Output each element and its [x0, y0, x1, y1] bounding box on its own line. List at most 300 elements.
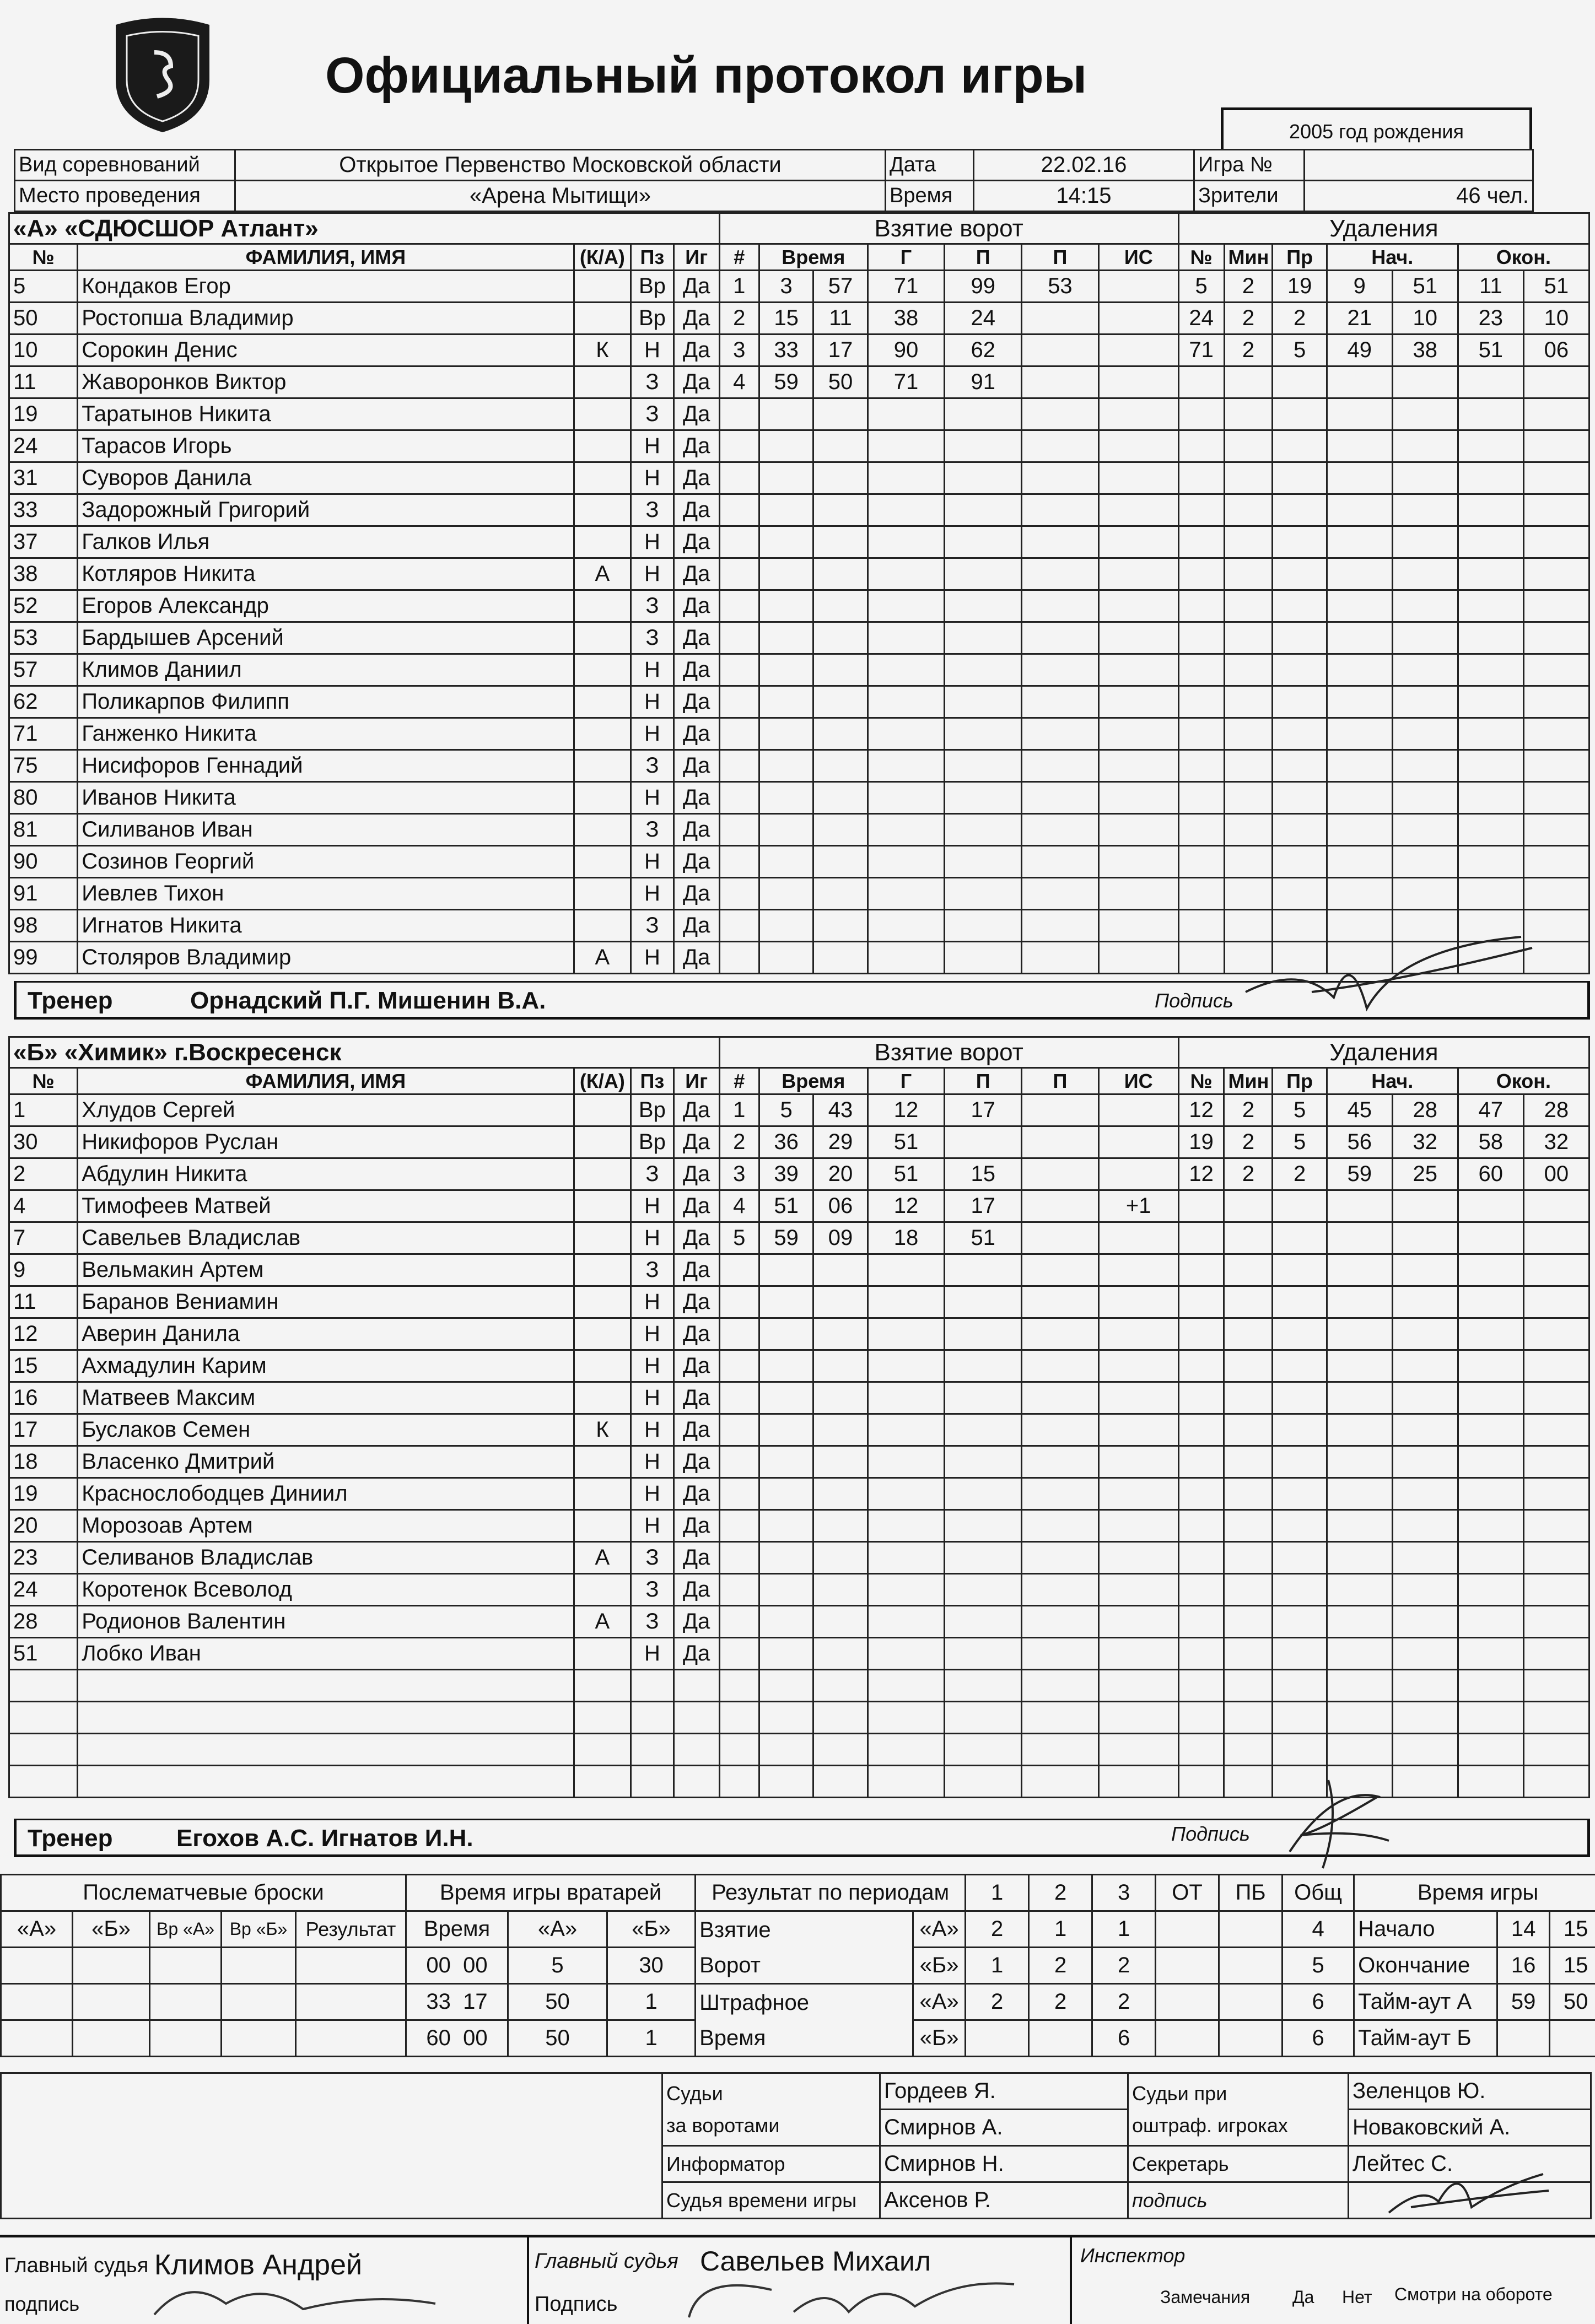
pen-start-min: [1327, 526, 1392, 558]
team-a-coach-label: Тренер: [28, 987, 113, 1014]
player-name: Баранов Вениамин: [78, 1286, 574, 1318]
goal-assist1: [945, 1286, 1022, 1318]
player-role: [574, 1318, 631, 1350]
goal-situation: [1098, 1222, 1178, 1254]
pen-end-min: [1458, 1542, 1523, 1574]
player-role: [574, 686, 631, 718]
pen-start-sec: 28: [1392, 1094, 1458, 1126]
player-name: Котляров Никита: [78, 558, 574, 590]
table-row: [9, 622, 1589, 654]
goal-assist1: [945, 590, 1022, 622]
team-b-name: «Б» «Химик» г.Воскресенск: [9, 1037, 720, 1068]
pen-player: [1178, 718, 1224, 750]
pen-minutes: [1224, 1766, 1273, 1798]
pen-player: 71: [1178, 335, 1224, 366]
date-label: Дата: [886, 150, 974, 181]
player-position: Н: [631, 462, 674, 494]
goal-minute: [759, 942, 813, 974]
goal-scorer: [867, 942, 945, 974]
goal-number: [719, 622, 759, 654]
pen-end-sec: [1523, 1638, 1589, 1670]
pen-a-label: «А»: [913, 1984, 966, 2020]
goal-second: [813, 1286, 867, 1318]
player-name: Тимофеев Матвей: [78, 1190, 574, 1222]
pen-player: [1178, 750, 1224, 782]
team-b-hdr-end: Окон.: [1458, 1068, 1589, 1094]
pen-start-sec: [1392, 878, 1458, 910]
player-plays: Да: [673, 686, 719, 718]
pen-start-sec: [1392, 1670, 1458, 1702]
pen-end-sec: [1523, 1254, 1589, 1286]
pen-minutes: [1224, 1350, 1273, 1382]
pen-b-p1: [966, 2020, 1029, 2057]
goal-second: 43: [813, 1094, 867, 1126]
pen-label-1: Штрафное: [699, 1990, 810, 2015]
pen-end-sec: [1523, 1478, 1589, 1510]
goal-scorer: [867, 718, 945, 750]
gk-time-title: Время игры вратарей: [406, 1875, 696, 1911]
goal-scorer: [867, 1414, 945, 1446]
player-role: [574, 1222, 631, 1254]
penalty-judge-1: Зеленцов Ю.: [1349, 2073, 1591, 2110]
pen-start-min: [1327, 814, 1392, 846]
goal-number: [719, 398, 759, 430]
player-position: Н: [631, 1318, 674, 1350]
goal-situation: [1098, 910, 1178, 942]
goal-second: [813, 1670, 867, 1702]
table-row: [9, 271, 1589, 303]
goal-situation: [1098, 335, 1178, 366]
goal-situation: [1098, 622, 1178, 654]
player-number: 23: [9, 1542, 78, 1574]
pen-minutes: [1224, 1286, 1273, 1318]
player-name: Лобко Иван: [78, 1638, 574, 1670]
pen-start-sec: [1392, 462, 1458, 494]
pen-reason: [1273, 1414, 1327, 1446]
timeout-a-minute: 59: [1497, 1984, 1550, 2020]
team-b-signature: [1268, 1764, 1411, 1874]
table-row: [9, 1190, 1589, 1222]
pen-end-sec: [1523, 462, 1589, 494]
pen-player: [1178, 398, 1224, 430]
pen-reason: [1273, 590, 1327, 622]
goal-scorer: [867, 846, 945, 878]
game-start-hour: 14: [1497, 1911, 1550, 1948]
goal-situation: [1098, 654, 1178, 686]
goal-number: [719, 1510, 759, 1542]
gk-row-3-sec: 00: [463, 2026, 488, 2050]
pen-minutes: 2: [1224, 303, 1273, 335]
goal-assist2: [1022, 430, 1099, 462]
pen-player: [1178, 1382, 1224, 1414]
team-a-hdr-name: ФАМИЛИЯ, ИМЯ: [78, 244, 574, 271]
goal-situation: [1098, 1478, 1178, 1510]
goal-number: [719, 1318, 759, 1350]
goal-assist2: [1022, 782, 1099, 814]
player-position: З: [631, 1574, 674, 1606]
pen-player: [1178, 1574, 1224, 1606]
goal-minute: [759, 1414, 813, 1446]
pen-end-sec: [1523, 1414, 1589, 1446]
pen-end-min: [1458, 462, 1523, 494]
pen-start-sec: [1392, 1542, 1458, 1574]
goal-assist2: [1022, 1254, 1099, 1286]
goal-minute: [759, 558, 813, 590]
pen-reason: 19: [1273, 271, 1327, 303]
pen-reason: 5: [1273, 1126, 1327, 1158]
pen-b-total: 6: [1283, 2020, 1354, 2057]
goal-second: [813, 942, 867, 974]
pen-start-sec: [1392, 622, 1458, 654]
table-row: [9, 1702, 1589, 1734]
goal-number: [719, 462, 759, 494]
pen-minutes: [1224, 782, 1273, 814]
team-a-signature: [1235, 915, 1543, 1014]
player-number: 7: [9, 1222, 78, 1254]
player-number: 75: [9, 750, 78, 782]
goal-second: 50: [813, 366, 867, 398]
goal-situation: [1098, 1702, 1178, 1734]
goal-situation: [1098, 430, 1178, 462]
player-number: 50: [9, 303, 78, 335]
goal-assist2: [1022, 1446, 1099, 1478]
goal-number: [719, 814, 759, 846]
pen-end-sec: [1523, 750, 1589, 782]
table-row: [9, 494, 1589, 526]
goal-assist2: [1022, 1094, 1099, 1126]
remarks-no: Нет: [1342, 2287, 1372, 2307]
period-3-header: 3: [1092, 1875, 1156, 1911]
pen-minutes: [1224, 494, 1273, 526]
pen-start-sec: [1392, 814, 1458, 846]
goal-number: 1: [719, 271, 759, 303]
goal-assist1: [945, 1702, 1022, 1734]
goal-situation: [1098, 878, 1178, 910]
goal-scorer: 71: [867, 271, 945, 303]
team-a-hdr-is: ИС: [1098, 244, 1178, 271]
pen-start-sec: 25: [1392, 1158, 1458, 1190]
goal-assist1: [945, 622, 1022, 654]
goal-number: [719, 1478, 759, 1510]
pen-player: 12: [1178, 1158, 1224, 1190]
player-plays: Да: [673, 1606, 719, 1638]
pen-a-p3: 2: [1092, 1984, 1156, 2020]
table-row: [9, 1734, 1589, 1766]
player-role: [574, 1158, 631, 1190]
goal-number: 4: [719, 1190, 759, 1222]
goal-assist2: [1022, 1190, 1099, 1222]
table-row: [9, 1286, 1589, 1318]
total-header: Общ: [1283, 1875, 1354, 1911]
goal-situation: [1098, 686, 1178, 718]
pen-end-min: [1458, 1286, 1523, 1318]
team-b-table: [8, 1036, 1590, 1798]
goal-scorer: [867, 430, 945, 462]
pen-reason: [1273, 558, 1327, 590]
team-a-sign-label: Подпись: [1155, 989, 1233, 1012]
goal-assist1: [945, 1318, 1022, 1350]
table-row: [9, 1478, 1589, 1510]
player-position: Н: [631, 1190, 674, 1222]
goal-assist2: [1022, 1318, 1099, 1350]
table-row: [9, 1414, 1589, 1446]
remarks-yes: Да: [1292, 2287, 1314, 2307]
table-row: [9, 430, 1589, 462]
player-plays: Да: [673, 846, 719, 878]
pen-player: [1178, 1254, 1224, 1286]
pen-end-min: [1458, 494, 1523, 526]
goal-scorer: [867, 750, 945, 782]
goal-assist1: [945, 1574, 1022, 1606]
player-position: З: [631, 494, 674, 526]
player-name: Морозоав Артем: [78, 1510, 574, 1542]
goal-situation: [1098, 718, 1178, 750]
player-name: Созинов Георгий: [78, 846, 574, 878]
player-position: Н: [631, 1638, 674, 1670]
goal-assist1: [945, 462, 1022, 494]
player-name: Столяров Владимир: [78, 942, 574, 974]
goal-number: 2: [719, 303, 759, 335]
player-position: Вр: [631, 271, 674, 303]
pen-minutes: [1224, 1382, 1273, 1414]
goal-number: 3: [719, 335, 759, 366]
player-plays: Да: [673, 366, 719, 398]
pen-player: [1178, 494, 1224, 526]
player-number: 52: [9, 590, 78, 622]
player-position: Н: [631, 526, 674, 558]
pen-reason: [1273, 366, 1327, 398]
goal-scorer: [867, 1382, 945, 1414]
player-role: [574, 1286, 631, 1318]
venue-label: Место проведения: [15, 181, 235, 212]
competition-label: Вид соревнований: [15, 150, 235, 181]
team-a-hdr-end: Окон.: [1458, 244, 1589, 271]
main-ref2-label: Главный судья: [535, 2250, 678, 2273]
pen-start-min: [1327, 1318, 1392, 1350]
player-name: Ростопша Владимир: [78, 303, 574, 335]
pen-player: [1178, 462, 1224, 494]
table-row: [9, 366, 1589, 398]
shootout-vr-a-header: Вр «А»: [150, 1911, 222, 1948]
player-plays: Да: [673, 654, 719, 686]
pen-start-min: 45: [1327, 1094, 1392, 1126]
goal-assist2: [1022, 1382, 1099, 1414]
player-number: [9, 1670, 78, 1702]
pen-start-min: [1327, 558, 1392, 590]
goal-number: [719, 846, 759, 878]
goal-assist2: [1022, 1286, 1099, 1318]
player-name: Иванов Никита: [78, 782, 574, 814]
pen-end-min: [1458, 526, 1523, 558]
pen-reason: [1273, 654, 1327, 686]
gk-a-header: «А»: [508, 1911, 607, 1948]
gk-row-2-a: 50: [508, 1984, 607, 2020]
pen-end-sec: [1523, 398, 1589, 430]
goal-assist2: [1022, 1574, 1099, 1606]
pen-player: [1178, 1702, 1224, 1734]
pen-reason: [1273, 494, 1327, 526]
player-plays: Да: [673, 1190, 719, 1222]
goal-number: [719, 878, 759, 910]
goal-judges-label-2: за воротами: [666, 2113, 780, 2137]
table-row: [9, 1382, 1589, 1414]
player-name: Егоров Александр: [78, 590, 574, 622]
gk-row-1-min: 00: [426, 1953, 451, 1977]
goal-scorer: 71: [867, 366, 945, 398]
player-role: [574, 430, 631, 462]
pen-start-sec: [1392, 750, 1458, 782]
goal-minute: [759, 782, 813, 814]
goal-second: [813, 590, 867, 622]
pen-minutes: [1224, 1254, 1273, 1286]
team-a-penalties-title: Удаления: [1178, 213, 1589, 244]
goal-minute: [759, 1734, 813, 1766]
player-plays: Да: [673, 462, 719, 494]
table-row: [9, 1126, 1589, 1158]
pen-a-p2: 2: [1029, 1984, 1092, 2020]
goal-assist2: [1022, 1670, 1099, 1702]
goal-assist1: [945, 1126, 1022, 1158]
pen-end-min: [1458, 750, 1523, 782]
player-plays: Да: [673, 1382, 719, 1414]
goal-number: [719, 1670, 759, 1702]
player-plays: Да: [673, 1126, 719, 1158]
goal-second: 20: [813, 1158, 867, 1190]
player-name: Кондаков Егор: [78, 271, 574, 303]
goal-assist2: [1022, 590, 1099, 622]
pen-start-sec: [1392, 494, 1458, 526]
pen-start-sec: [1392, 1734, 1458, 1766]
goal-situation: +1: [1098, 1190, 1178, 1222]
player-role: [574, 1350, 631, 1382]
goal-assist2: [1022, 1222, 1099, 1254]
pen-start-sec: 51: [1392, 271, 1458, 303]
player-number: 81: [9, 814, 78, 846]
pen-start-min: [1327, 1670, 1392, 1702]
player-role: [574, 718, 631, 750]
goal-number: [719, 1254, 759, 1286]
player-role: [574, 910, 631, 942]
team-b-penalties-title: Удаления: [1178, 1037, 1589, 1068]
table-row: [9, 526, 1589, 558]
goal-assist1: [945, 494, 1022, 526]
pen-start-min: [1327, 1350, 1392, 1382]
player-plays: Да: [673, 494, 719, 526]
goal-assist2: [1022, 1702, 1099, 1734]
gk-row-1-sec: 00: [463, 1953, 488, 1977]
team-a-table: [8, 212, 1590, 974]
pen-minutes: 2: [1224, 1126, 1273, 1158]
goal-second: [813, 1638, 867, 1670]
goal-assist1: [945, 750, 1022, 782]
player-role: [574, 1574, 631, 1606]
shootout-header: ПБ: [1219, 1875, 1283, 1911]
goal-second: [813, 1478, 867, 1510]
gk-row-2-min: 33: [426, 1989, 451, 2014]
spectators-value: 46 чел.: [1305, 181, 1533, 212]
player-name: Силиванов Иван: [78, 814, 574, 846]
player-role: [574, 1478, 631, 1510]
timekeeper-name: Аксенов Р.: [880, 2182, 1128, 2219]
player-position: З: [631, 1254, 674, 1286]
pen-start-min: [1327, 1286, 1392, 1318]
pen-player: [1178, 1638, 1224, 1670]
player-plays: Да: [673, 1222, 719, 1254]
goal-scorer: [867, 1318, 945, 1350]
pen-end-min: [1458, 782, 1523, 814]
pen-start-min: 56: [1327, 1126, 1392, 1158]
pen-end-min: [1458, 1254, 1523, 1286]
pen-player: [1178, 558, 1224, 590]
player-number: 91: [9, 878, 78, 910]
player-role: [574, 366, 631, 398]
goal-minute: [759, 910, 813, 942]
goal-assist2: [1022, 1638, 1099, 1670]
pen-minutes: [1224, 1670, 1273, 1702]
pen-start-sec: [1392, 782, 1458, 814]
pen-player: [1178, 1606, 1224, 1638]
player-name: Матвеев Максим: [78, 1382, 574, 1414]
pen-minutes: [1224, 654, 1273, 686]
goal-second: 11: [813, 303, 867, 335]
gk-row-1-a: 5: [508, 1948, 607, 1984]
team-b-hdr-pr: Пр: [1273, 1068, 1327, 1094]
goal-situation: [1098, 271, 1178, 303]
pen-end-sec: 32: [1523, 1126, 1589, 1158]
pen-end-sec: [1523, 1318, 1589, 1350]
table-row: [9, 1542, 1589, 1574]
player-position: Н: [631, 1222, 674, 1254]
pen-start-sec: [1392, 430, 1458, 462]
pen-reason: [1273, 430, 1327, 462]
player-plays: [673, 1670, 719, 1702]
pen-reason: 2: [1273, 303, 1327, 335]
goal-second: [813, 910, 867, 942]
player-name: Абдулин Никита: [78, 1158, 574, 1190]
player-role: [574, 878, 631, 910]
gk-row-3-time: [406, 2020, 508, 2057]
info-table: [14, 149, 1534, 212]
pen-reason: 5: [1273, 335, 1327, 366]
pen-player: [1178, 1190, 1224, 1222]
player-name: Аверин Данила: [78, 1318, 574, 1350]
goal-number: [719, 1414, 759, 1446]
player-name: Суворов Данила: [78, 462, 574, 494]
pen-end-min: [1458, 366, 1523, 398]
pen-minutes: [1224, 750, 1273, 782]
goal-scorer: [867, 878, 945, 910]
gk-b-header: «Б»: [607, 1911, 696, 1948]
goal-situation: [1098, 942, 1178, 974]
pen-end-sec: [1523, 846, 1589, 878]
goal-scorer: [867, 1510, 945, 1542]
pen-end-sec: [1523, 590, 1589, 622]
player-position: Н: [631, 558, 674, 590]
goal-second: 09: [813, 1222, 867, 1254]
table-row: [9, 814, 1589, 846]
player-position: Н: [631, 1446, 674, 1478]
pen-start-sec: [1392, 526, 1458, 558]
pen-end-sec: [1523, 1766, 1589, 1798]
player-position: З: [631, 590, 674, 622]
player-role: [574, 271, 631, 303]
team-a-hdr-time: Время: [759, 244, 868, 271]
goal-second: [813, 430, 867, 462]
team-a-coach: Орнадский П.Г. Мишенин В.А.: [190, 987, 546, 1014]
player-position: З: [631, 814, 674, 846]
goal-second: [813, 526, 867, 558]
player-position: [631, 1702, 674, 1734]
